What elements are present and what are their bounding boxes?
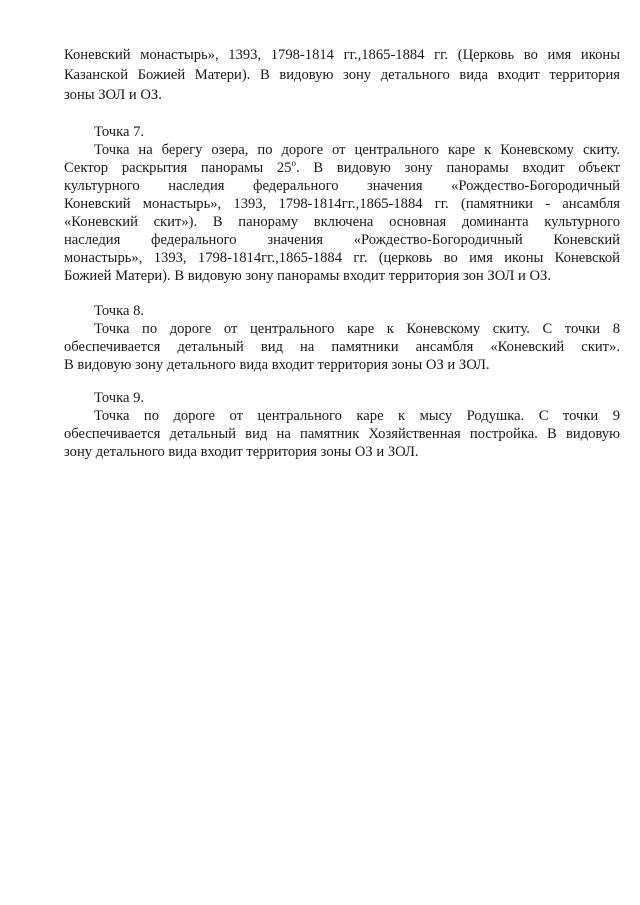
point-7-line-2 <box>64 159 620 177</box>
point-7-line-1: Точка на берегу озера, по дороге от центрального каре к Коневскому скиту. <box>94 142 620 158</box>
point-7-line-5: «Коневский скит»). В панораму включена основная доминанта культурного <box>64 214 620 230</box>
point-7-line-2-end: . В видовую зону панорамы входит объект <box>295 160 620 176</box>
point-8-line-3: В видовую зону детального вида входит территория зоны ОЗ и ЗОЛ. <box>64 357 490 373</box>
intro-line-1: Коневский монастырь», 1393, 1798-1814 гг.,1865-1884 гг. (Церковь во имя иконы <box>64 47 620 63</box>
point-7-heading: Точка 7. <box>94 124 145 140</box>
point-7-line-3: культурного наследия федерального значения «Рождество-Богородичный <box>64 178 620 194</box>
degree-mark: о <box>291 158 296 169</box>
point-9-line-1: Точка по дороге от центрального каре к мысу Родушка. С точки 9 <box>94 408 620 424</box>
point-8-line-1: Точка по дороге от центрального каре к Коневскому скиту. С точки 8 <box>94 321 620 337</box>
point-7-line-6: наследия федерального значения «Рождество-Богородичный Коневский <box>64 232 620 248</box>
point-7-line-2-start: Сектор раскрытия панорамы 25 <box>64 160 292 176</box>
point-9-heading: Точка 9. <box>94 390 145 406</box>
point-7-line-4: Коневский монастырь», 1393, 1798-1814гг.,1865-1884 гг. (памятники - ансамбля <box>64 196 620 212</box>
point-8-heading: Точка 8. <box>94 303 145 319</box>
intro-line-3: зоны ЗОЛ и ОЗ. <box>64 87 162 103</box>
point-9-line-3: зону детального вида входит территория зоны ОЗ и ЗОЛ. <box>64 444 419 460</box>
point-7-line-8: Божией Матери). В видовую зону панорамы входит территория зон ЗОЛ и ОЗ. <box>64 268 552 284</box>
point-8-line-2: обеспечивается детальный вид на памятники ансамбля «Коневский скит». <box>64 339 620 355</box>
point-7-line-7: монастырь», 1393, 1798-1814гг.,1865-1884 гг. (церковь во имя иконы Коневской <box>64 250 620 266</box>
intro-line-2: Казанской Божией Матери). В видовую зону детального вида входит территория <box>64 67 620 83</box>
point-9-line-2: обеспечивается детальный вид на памятник Хозяйственная постройка. В видовую <box>64 426 620 442</box>
